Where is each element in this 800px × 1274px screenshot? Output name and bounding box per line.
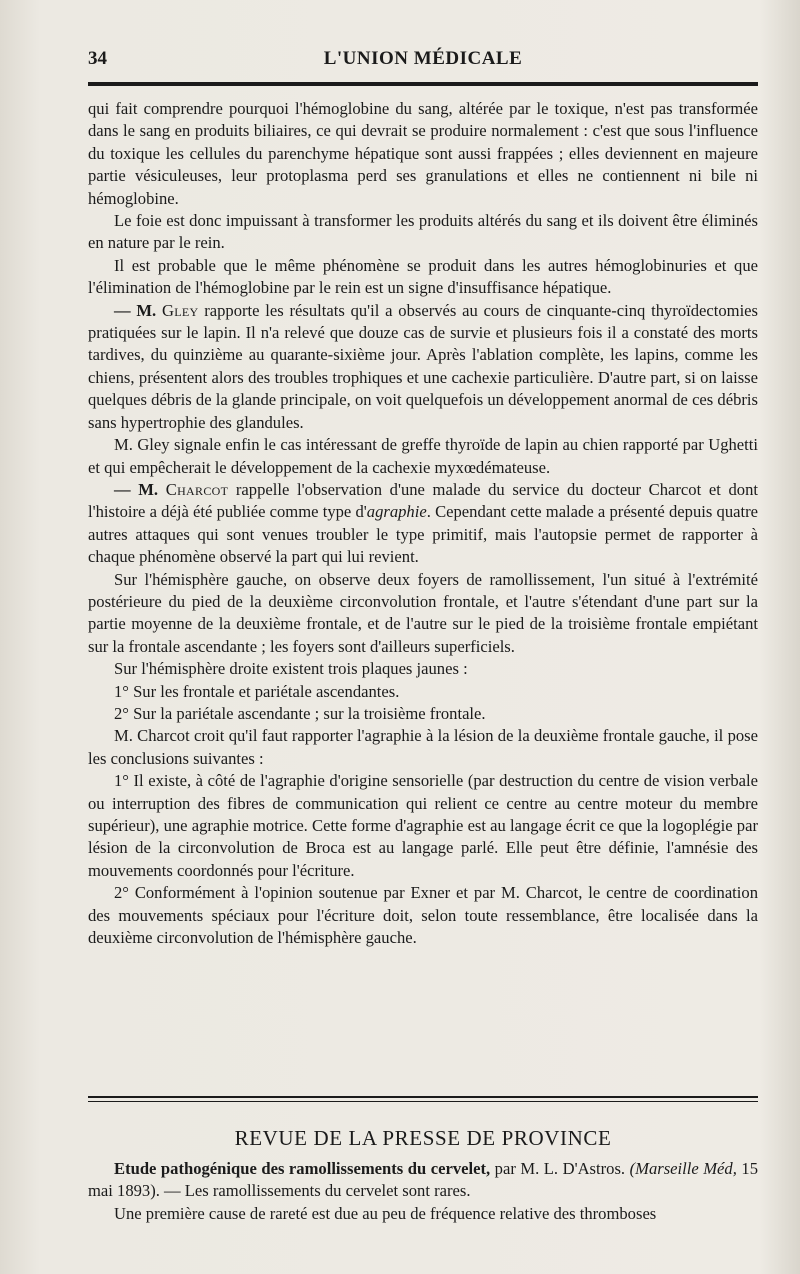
header-rule: [88, 82, 758, 86]
paragraph: Le foie est donc impuissant à transformer les produits altérés du sang et ils doivent être éliminés en nature par le rein.: [88, 211, 758, 253]
paragraph: Sur l'hémisphère gauche, on observe deux foyers de ramollissement, l'un situé à l'extrémité postérieure du pied de la deuxième circonvolution frontale, et l'autre s'étendant d'une part sur la partie moyenne de la deuxième frontale, et de l'autre sur le pied de la troisième frontale empiétant sur la frontale ascendante ; les foyers sont d'ailleurs superficiels.: [88, 569, 758, 656]
paragraph: Sur l'hémisphère droite existent trois plaques jaunes :: [114, 659, 468, 679]
paragraph: M. Charcot croit qu'il faut rapporter l'agraphie à la lésion de la deuxième frontale gauche, il pose les conclusions suivantes :: [88, 726, 758, 768]
paragraph: qui fait comprendre pourquoi l'hémoglobine du sang, altérée par le toxique, n'est pas transformée dans le sang en produits biliaires, ce qui devrait se produire normalement : c'est que sous l'influence du toxique les cellules du parenchyme hépatique sont aussi frappées ; elles deviennent en majeure partie vésiculeuses, leur protoplasma perd ses granulations et elles ne contiennent ni bile ni hémoglobine.: [88, 99, 758, 208]
press-review: [88, 1158, 758, 1225]
speaker-name: Gley: [161, 300, 199, 320]
list-item: 2° Sur la pariétale ascendante ; sur la troisième frontale.: [114, 703, 486, 723]
article-body: [88, 98, 758, 949]
conclusion-item: 1° Il existe, à côté de l'agraphie d'origine sensorielle (par destruction du centre de vision verbale ou interruption des fibres de communication qui relient ce centre au centre moteur du membre supérieur), une agraphie motrice. Cette forme d'agraphie est au langage écrit ce que la logoplégie par lésion de la circonvolution de Broca est au langage parlé. Elle peut être définie, l'amnésie des mouvements coordonnés pour l'écriture.: [88, 771, 758, 880]
article-citation: Etude pathogénique des ramollissements du cervelet, par M. L. D'Astros. (Marseille Méd, 15 mai 1893). — Les ramollissements du cervelet sont rares.: [88, 1159, 758, 1201]
paragraph: Une première cause de rareté est due au peu de fréquence relative des thromboses: [114, 1203, 657, 1223]
conclusion-item: 2° Conformément à l'opinion soutenue par Exner et par M. Charcot, le centre de coordination des mouvements spéciaux pour l'écriture doit, selon toute ressemblance, être localisée dans la deuxième circonvolution de l'hémisphère gauche.: [88, 883, 758, 948]
paragraph-charcot: — M. Charcot rappelle l'observation d'une malade du service du docteur Charcot et dont l'histoire a déjà été publiée comme type d'agraphie. Cependant cette malade a présenté depuis quatre autres attaques qui sont venues troubler le type primitif, mais l'autopsie permet de rapporter à chaque phénomène observé la part qui lui revient.: [88, 479, 758, 567]
running-head: L'UNION MÉDICALE: [323, 48, 523, 69]
article-author: par M. L. D'Astros.: [490, 1159, 626, 1178]
section-title: REVUE DE LA PRESSE DE PROVINCE: [234, 1126, 612, 1150]
paragraph: Il est probable que le même phénomène se produit dans les autres hémoglobinuries et que l'élimination de l'hémoglobine par le rein est un signe d'insuffisance hépatique.: [88, 255, 758, 298]
paragraph: M. Gley signale enfin le cas intéressant de greffe thyroïde de lapin au chien rapporté par Ughetti et qui empêcherait le développement de la cachexie myxœdémateuse.: [88, 435, 758, 477]
page-number: 34: [88, 48, 107, 69]
section-divider: [88, 1096, 758, 1102]
speaker-name: Charcot: [165, 479, 229, 499]
article-title: Etude pathogénique des ramollissements du cervelet,: [114, 1159, 491, 1178]
page-header: [88, 44, 758, 76]
paragraph-gley: — M. Gley rapporte les résultats qu'il a observés au cours de cinquante-cinq thyroïdectomies pratiquées sur le lapin. Il n'a relevé que douze cas de survie et plusieurs fois il a constaté des morts tardives, du quinzième au quarante-sixième jour. Après l'ablation complète, les lapins, comme les chiens, présentent alors des troubles trophiques et une cachexie particulière. D'autre part, si on laisse quelques débris de la glande principale, on voit quelquefois un développement anormal de ces débris sans hypertrophie des glandules.: [88, 300, 758, 432]
list-item: 1° Sur les frontale et pariétale ascendantes.: [114, 681, 400, 701]
article-source: (Marseille Méd,: [629, 1159, 737, 1178]
